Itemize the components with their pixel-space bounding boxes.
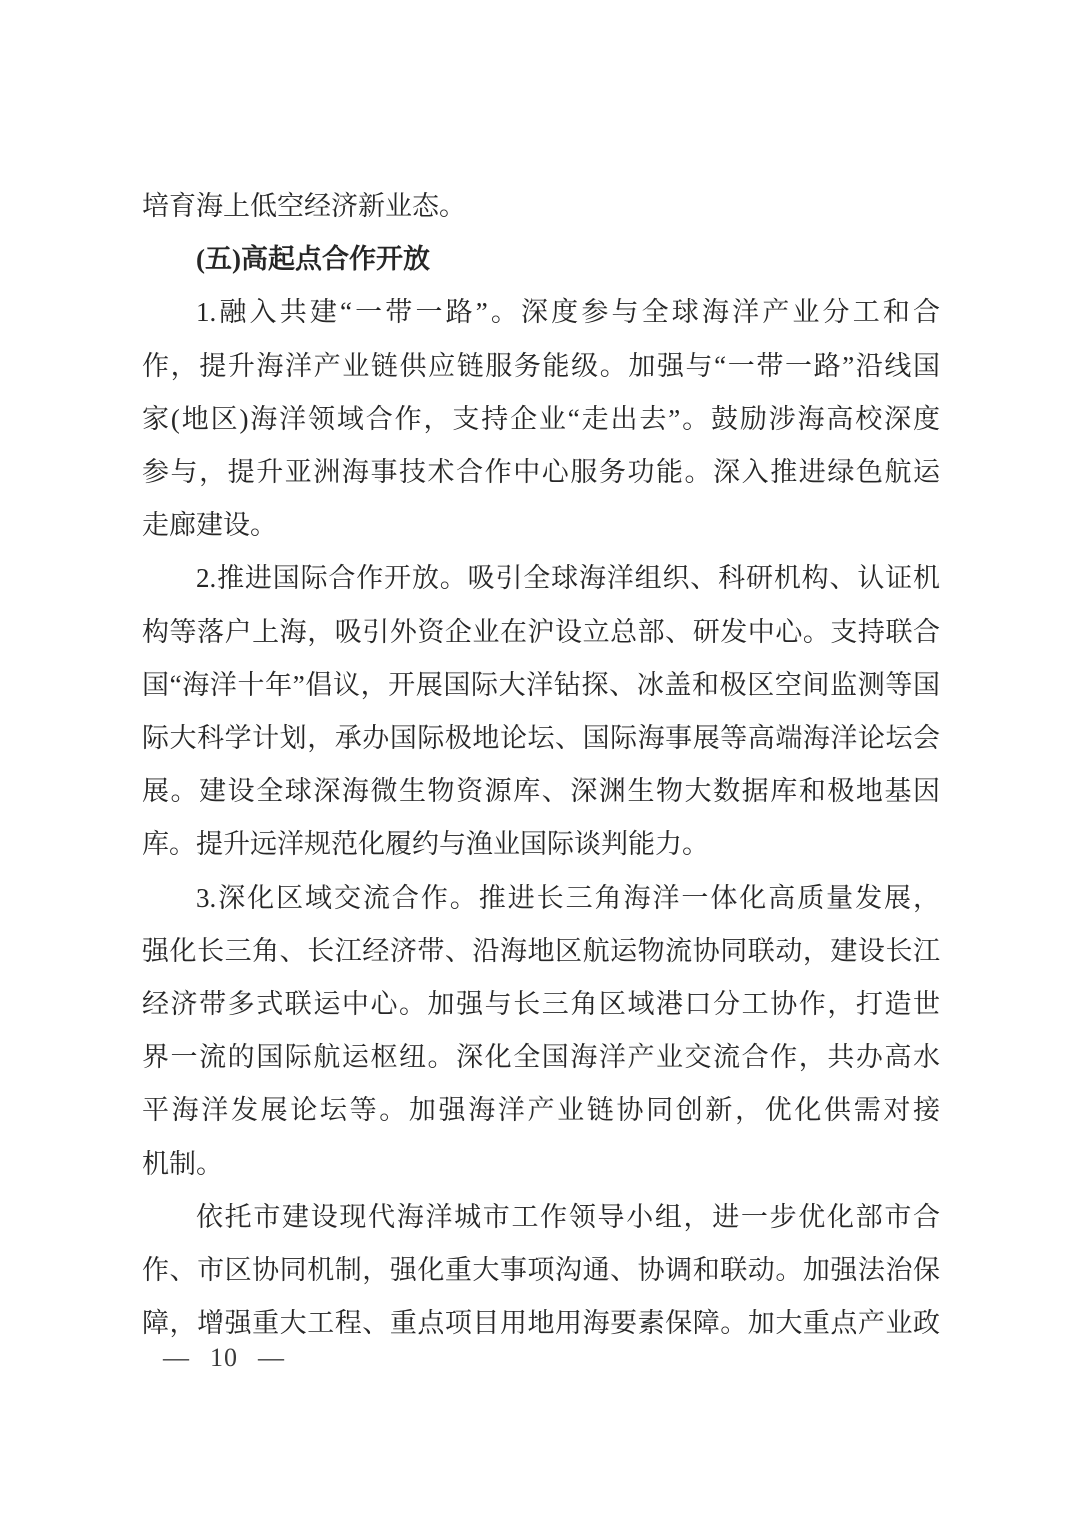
text-line: 作、市区协同机制，强化重大事项沟通、协调和联动。加强法治保: [142, 1255, 940, 1286]
page-footer: [163, 1343, 285, 1373]
text-line: 国“海洋十年”倡议，开展国际大洋钻探、冰盖和极区空间监测等国: [142, 669, 940, 700]
text-line: 障，增强重大工程、重点项目用地用海要素保障。加大重点产业政: [142, 1308, 940, 1339]
text-line: 家(地区)海洋领域合作，支持企业“走出去”。鼓励涉海高校深度: [142, 403, 940, 434]
text-line: 构等落户上海，吸引外资企业在沪设立总部、研发中心。支持联合: [142, 616, 940, 647]
page-number: 10: [210, 1343, 238, 1372]
text-line: 机制。: [142, 1148, 223, 1179]
footer-dash-right: —: [258, 1343, 285, 1372]
section-heading: (五)高起点合作开放: [196, 244, 430, 275]
text-line: 作，提升海洋产业链供应链服务能级。加强与“一带一路”沿线国: [142, 350, 940, 381]
text-line: 经济带多式联运中心。加强与长三角区域港口分工协作，打造世: [142, 989, 940, 1020]
text-line: 依托市建设现代海洋城市工作领导小组，进一步优化部市合: [196, 1201, 940, 1232]
text-line: 3.深化区域交流合作。推进长三角海洋一体化高质量发展，: [196, 882, 940, 913]
text-line: 展。建设全球深海微生物资源库、深渊生物大数据库和极地基因: [142, 776, 940, 807]
document-body: [142, 180, 940, 1350]
text-line: 走廊建设。: [142, 510, 277, 541]
text-line: 培育海上低空经济新业态。: [142, 191, 466, 221]
text-line: 际大科学计划，承办国际极地论坛、国际海事展等高端海洋论坛会: [142, 723, 940, 754]
text-line: 界一流的国际航运枢纽。深化全国海洋产业交流合作，共办高水: [142, 1042, 940, 1073]
text-line: 2.推进国际合作开放。吸引全球海洋组织、科研机构、认证机: [196, 563, 940, 594]
text-line: 平海洋发展论坛等。加强海洋产业链协同创新，优化供需对接: [142, 1095, 940, 1126]
text-line: 参与，提升亚洲海事技术合作中心服务功能。深入推进绿色航运: [142, 457, 940, 488]
text-line: 库。提升远洋规范化履约与渔业国际谈判能力。: [142, 829, 709, 860]
text-line: 1.融入共建“一带一路”。深度参与全球海洋产业分工和合: [196, 297, 940, 328]
text-line: 强化长三角、长江经济带、沿海地区航运物流协同联动，建设长江: [142, 935, 940, 966]
footer-dash-left: —: [163, 1343, 190, 1372]
